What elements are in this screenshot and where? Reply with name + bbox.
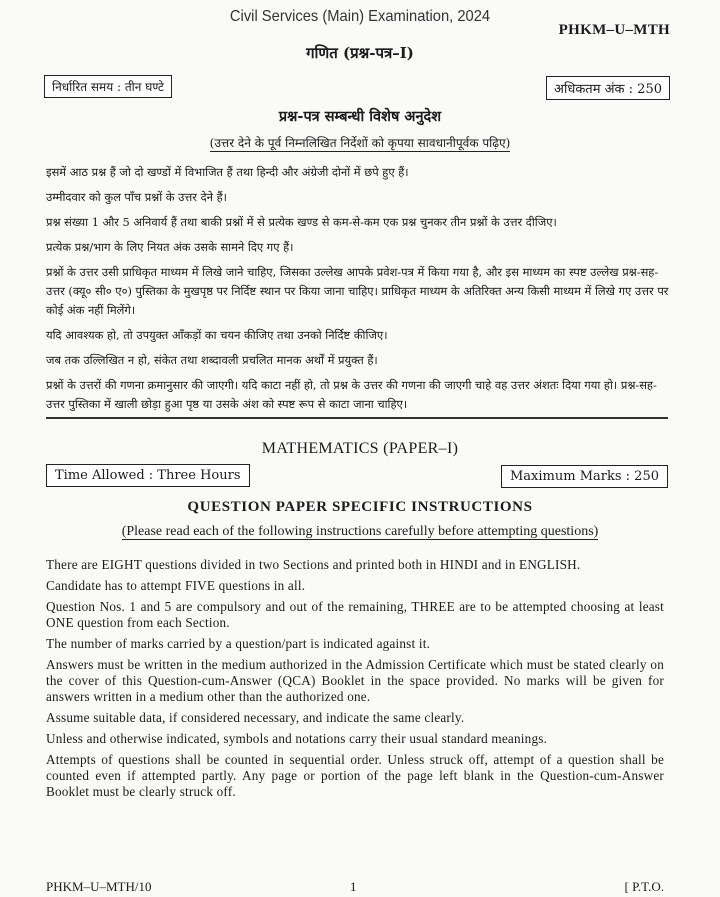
hindi-subheading-wrap [0, 134, 720, 151]
paper-code: PHKM–U–MTH [558, 22, 670, 38]
english-subject: MATHEMATICS (PAPER–I) [261, 440, 459, 457]
hindi-instruction: प्रश्नों के उत्तर उसी प्राधिकृत माध्यम में लिखे जाने चाहिए, जिसका उल्लेख आपके प्रवेश-पत्र में किया गया है, और इस माध्यम का स्पष्ट उल्लेख प्रश्न-सह-उत्तर (क्यू० सी० ए०) पुस्तिका के मुखपृष्ठ पर निर्दिष्ट स्थान पर किया जाना चाहिए। प्राधिकृत माध्यम के अतिरिक्त अन्य किसी माध्यम में लिखे गए उत्तर पर कोई अंक नहीं मिलेंगे। [46, 265, 669, 317]
english-instruction: Question Nos. 1 and 5 are compulsory and out of the remaining, THREE are to be attempted choosing at least ONE question from each Section. [46, 599, 664, 630]
footer-code: PHKM–U–MTH/10 [46, 879, 152, 894]
hindi-marks-box: अधिकतम अंक : 250 [546, 76, 670, 100]
english-instruction: Unless and otherwise indicated, symbols and notations carry their usual standard meanings. [46, 731, 548, 746]
hindi-instruction: प्रश्नों के उत्तरों की गणना क्रमानुसार की जाएगी। यदि काटा नहीं हो, तो प्रश्न के उत्तर की गणना की जाएगी चाहे वह उत्तर अंशतः दिया गया हो। प्रश्न-सह-उत्तर पुस्तिका में खाली छोड़ा हुआ पृष्ठ या उसके अंश को स्पष्ट रूप से काटा जाना चाहिए। [46, 378, 657, 411]
hindi-subheading: (उत्तर देने के पूर्व निम्नलिखित निर्देशों को कृपया सावधानीपूर्वक पढ़िए) [209, 136, 511, 150]
english-subheading: (Please read each of the following instructions carefully before attempting questions) [121, 524, 599, 539]
english-heading: QUESTION PAPER SPECIFIC INSTRUCTIONS [187, 499, 533, 515]
page-number: 1 [350, 879, 357, 894]
english-instruction: Assume suitable data, if considered necessary, and indicate the same clearly. [46, 710, 465, 725]
hindi-time-box: निर्धारित समय : तीन घण्टे [44, 75, 172, 98]
hindi-instructions [46, 163, 672, 420]
english-subheading-wrap [0, 524, 720, 540]
hindi-instruction: यदि आवश्यक हो, तो उपयुक्त आँकड़ों का चयन कीजिए तथा उनको निर्दिष्ट कीजिए। [46, 328, 388, 342]
hindi-subject: गणित (प्रश्न-पत्र–I) [306, 44, 414, 62]
english-instruction: Candidate has to attempt FIVE questions in all. [46, 578, 306, 593]
english-instruction: The number of marks carried by a question/part is indicated against it. [46, 636, 431, 651]
english-instruction: Attempts of questions shall be counted in sequential order. Unless struck off, attempt of a question shall be counted even if attempted partly. Any page or portion of the page left blank in the Question-cum-Answer Booklet must be clearly struck off. [46, 752, 664, 799]
hindi-instruction: प्रत्येक प्रश्न/भाग के लिए नियत अंक उसके सामने दिए गए हैं। [46, 240, 294, 254]
section-divider [46, 417, 668, 419]
english-time-box: Time Allowed : Three Hours [46, 464, 250, 487]
hindi-instruction: जब तक उल्लिखित न हो, संकेत तथा शब्दावली प्रचलित मानक अर्थों में प्रयुक्त हैं। [46, 353, 378, 367]
english-instructions [46, 557, 664, 805]
pto-label: [ P.T.O. [624, 879, 664, 894]
english-instruction: There are EIGHT questions divided in two Sections and printed both in HINDI and in ENGLISH. [46, 557, 581, 572]
english-instruction: Answers must be written in the medium authorized in the Admission Certificate which must be stated clearly on the cover of this Question-cum-Answer (QCA) Booklet in the space provided. No marks will be given for answers written in a medium other than the authorized one. [46, 657, 664, 704]
english-marks-box: Maximum Marks : 250 [501, 465, 668, 488]
hindi-instruction: प्रश्न संख्या 1 और 5 अनिवार्य हैं तथा बाकी प्रश्नों में से प्रत्येक खण्ड से कम-से-कम एक प्रश्न चुनकर तीन प्रश्नों के उत्तर दीजिए। [46, 215, 557, 229]
hindi-heading: प्रश्न-पत्र सम्बन्धी विशेष अनुदेश [278, 108, 442, 125]
exam-title: Civil Services (Main) Examination, 2024 [229, 8, 491, 25]
hindi-instruction: उम्मीदवार को कुल पाँच प्रश्नों के उत्तर देने हैं। [46, 190, 227, 204]
hindi-instruction: इसमें आठ प्रश्न हैं जो दो खण्डों में विभाजित हैं तथा हिन्दी और अंग्रेजी दोनों में छपे हुए हैं। [46, 165, 409, 179]
